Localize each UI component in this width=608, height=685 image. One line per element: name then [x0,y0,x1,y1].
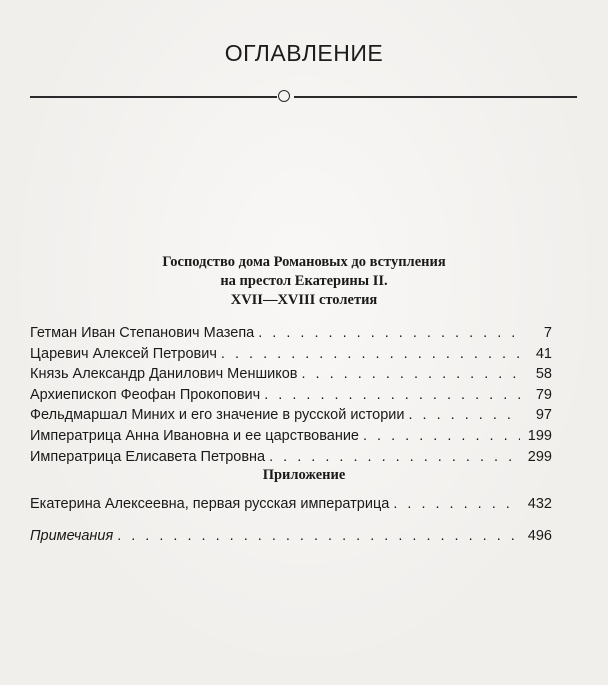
leader-dots [264,385,520,406]
toc-entry-page: 299 [527,448,552,465]
leader-dots [408,405,520,426]
page-title: ОГЛАВЛЕНИЕ [224,40,384,66]
toc-entry-title: Архиепископ Феофан Прокопович [30,386,261,403]
leader-dots [258,323,520,344]
toc-entry-page: 432 [527,496,552,512]
main-toc-list [30,323,552,467]
toc-entry-title: Гетман Иван Степанович Мазепа [30,325,255,341]
toc-entry-page: 41 [535,345,552,362]
circle-ornament-icon [278,90,290,102]
leader-dots [363,426,520,447]
toc-entry-title: Князь Александр Данилович Меншиков [30,366,298,383]
toc-entry-anna[interactable] [30,426,552,447]
main-section-heading-line-1: Господство дома Романовых до вступления [162,254,446,270]
toc-entry-title: Императрица Елисавета Петровна [30,448,266,465]
main-section-heading-line-2: на престол Екатерины II. [220,273,388,289]
toc-entry-aleksey[interactable] [30,344,552,365]
toc-entry-menshikov[interactable] [30,364,552,385]
toc-entry-title: Екатерина Алексеевна, первая русская императрица [30,496,390,512]
toc-entry-page: 79 [535,386,552,403]
main-section-heading [0,253,608,310]
toc-entry-minikh[interactable] [30,405,552,426]
toc-entry-mazepa[interactable] [30,323,552,344]
toc-entry-prokopovich[interactable] [30,385,552,406]
toc-entry-title: Императрица Анна Ивановна и ее царствование [30,427,359,444]
appendix-heading: Приложение [262,467,346,483]
leader-dots [302,364,521,385]
appendix-toc-list [30,494,552,515]
toc-entry-elisaveta[interactable] [30,447,552,468]
toc-entry-page: 496 [527,528,552,544]
toc-entry-page: 58 [535,366,552,383]
leader-dots [221,344,520,365]
leader-dots [269,447,520,468]
leader-dots [117,526,520,547]
toc-entry-notes[interactable] [30,526,552,547]
toc-entry-page: 97 [535,407,552,424]
toc-entry-title: Примечания [30,528,114,544]
toc-entry-page: 199 [527,427,552,444]
toc-entry-ekaterina[interactable] [30,494,552,515]
toc-entry-title: Царевич Алексей Петрович [30,345,217,362]
title-rule-left [30,96,277,98]
toc-entry-title: Фельдмаршал Миних и его значение в русской истории [30,407,405,424]
notes-toc-list [30,526,552,547]
toc-entry-page: 7 [543,325,552,341]
title-rule-right [294,96,577,98]
main-section-heading-line-3: XVII—XVIII столетия [230,292,378,308]
leader-dots [393,494,520,515]
